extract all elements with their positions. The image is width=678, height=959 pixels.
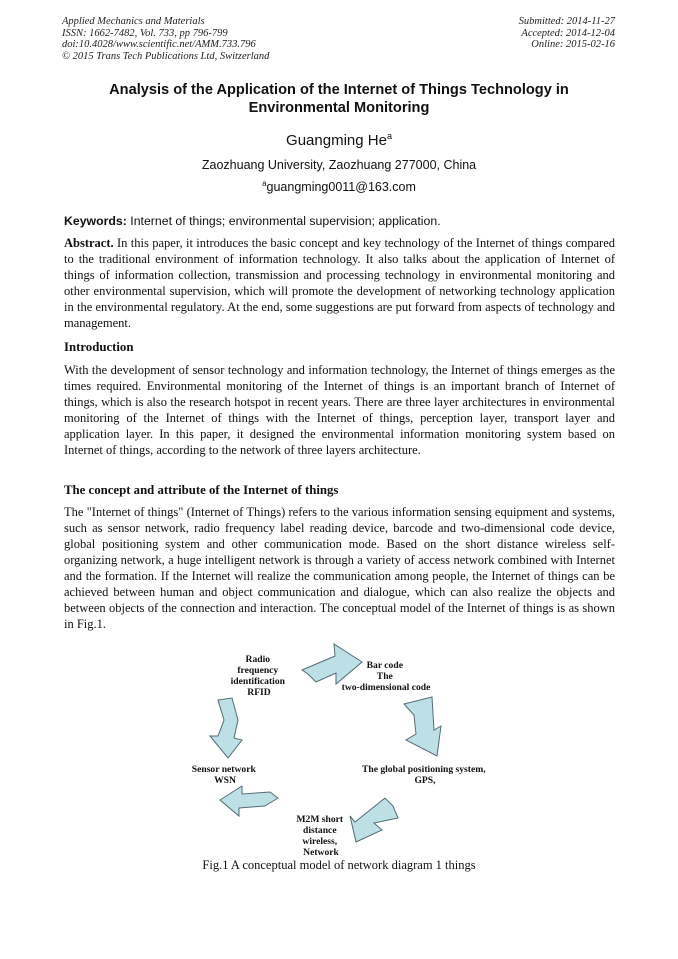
- concept-heading: The concept and attribute of the Internet of things: [64, 483, 339, 497]
- arrow-rfid-to-barcode: [302, 644, 362, 684]
- keywords-text: Internet of things; environmental supervision; application.: [130, 214, 441, 228]
- journal-info: [62, 16, 269, 62]
- node-m2m-line: M2M short: [296, 814, 344, 825]
- journal-name: Applied Mechanics and Materials: [62, 16, 205, 27]
- journal-doi: doi:10.4028/www.scientific.net/AMM.733.796: [62, 39, 256, 50]
- figure-caption: Fig.1 A conceptual model of network diagram 1 things: [202, 858, 476, 872]
- node-barcode-line: Bar code: [366, 660, 403, 671]
- introduction-heading: Introduction: [64, 340, 134, 354]
- author: [0, 131, 678, 149]
- author-affil-mark: a: [386, 131, 392, 141]
- introduction-text: With the development of sensor technology and information technology, the Internet of things emerges as the times required. Environmental monitoring of the Internet of things is an important branch of Internet of things, which is also the research hotspot in recent years. There are three layer architectures in environmental monitoring of the Internet of things with the Internet of things, perception layer, transport layer and application layer. In this paper, it designed the environmental information monitoring system based on Internet of things, according to the network of three layers architecture.: [64, 363, 615, 457]
- author-email: [0, 179, 678, 194]
- arrow-sensor-to-rfid: [210, 698, 242, 758]
- node-barcode-line: The: [376, 671, 393, 682]
- journal-copyright: © 2015 Trans Tech Publications Ltd, Switzerland: [62, 50, 270, 62]
- date-accepted: Accepted: 2014-12-04: [521, 27, 615, 39]
- node-sensor-line: Sensor network: [191, 764, 256, 775]
- keywords: [64, 214, 616, 228]
- node-rfid-line: identification: [230, 676, 285, 687]
- affiliation: Zaozhuang University, Zaozhuang 277000, China: [201, 158, 477, 172]
- node-rfid: [231, 654, 288, 698]
- journal-issn: ISSN: 1662-7482, Vol. 733, pp 796-799: [62, 27, 228, 39]
- node-gps: [362, 764, 488, 786]
- iot-concept-diagram: [170, 640, 510, 858]
- date-submitted: Submitted: 2014-11-27: [518, 16, 615, 27]
- node-rfid-line: Radio: [245, 654, 271, 665]
- email-address: guangming0011@163.com: [266, 180, 416, 195]
- abstract-label: Abstract.: [64, 236, 114, 250]
- abstract: [64, 235, 615, 331]
- node-gps-line: GPS,: [414, 775, 436, 786]
- node-sensor: [192, 764, 258, 786]
- concept-text: The "Internet of things" (Internet of Things) refers to the various information sensing equipment and systems, such as sensor network, radio frequency label reading device, barcode and two-dimensional code device, global positioning system and other communication mode. Based on the short distance wireless self-organizing network, a huge intelligent network is through a variety of access network combined with Internet and the formation. If the Internet will realize the communication among people, the Internet of things can be achieved between human and object communication and dialogue, which can also realize the objects and between objects of the connection and interaction. The conceptual model of the Internet of things is as shown in Fig.1.: [64, 505, 615, 631]
- node-m2m-line: wireless,: [302, 836, 338, 847]
- keywords-label: Keywords:: [64, 214, 127, 228]
- submission-dates: [519, 16, 615, 51]
- node-rfid-line: frequency: [237, 665, 279, 676]
- email-affil-mark: a: [262, 179, 267, 188]
- abstract-text: In this paper, it introduces the basic concept and key technology of the Internet of things compared to the traditional environment of information technology. It also talks about the application of Internet of things of information collection, transmission and processing technology in environmental monitoring and other environmental supervision, which will promote the development of networking technology application in the environmental regulatory. At the end, some suggestions are put forward from aspects of technology and management.: [64, 236, 616, 330]
- node-gps-line: The global positioning system,: [361, 764, 486, 775]
- node-m2m-line: distance: [303, 825, 337, 836]
- arrow-barcode-to-gps: [404, 697, 441, 756]
- node-sensor-line: WSN: [214, 775, 236, 786]
- node-barcode-line: two-dimensional code: [341, 682, 431, 693]
- date-online: Online: 2015-02-16: [531, 39, 615, 50]
- node-m2m: [296, 814, 345, 858]
- arrow-gps-to-m2m: [350, 798, 398, 842]
- author-name: Guangming He: [286, 132, 387, 149]
- paper-title: Analysis of the Application of the Internet of Things Technology in Environmental Monitoring: [109, 82, 569, 116]
- node-rfid-line: RFID: [247, 687, 271, 698]
- arrow-m2m-to-sensor: [220, 786, 278, 816]
- node-m2m-line: Network: [303, 847, 339, 858]
